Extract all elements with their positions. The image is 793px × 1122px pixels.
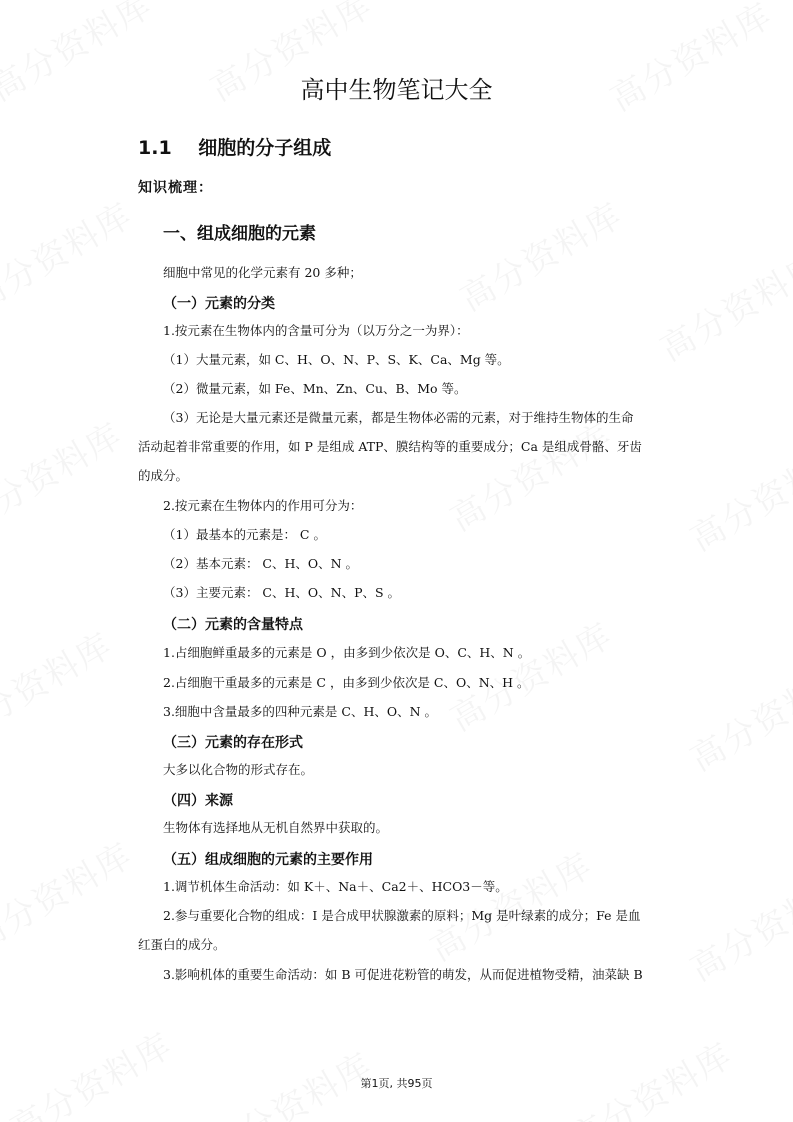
watermark [0, 618, 120, 750]
section-heading [138, 133, 331, 160]
watermark [0, 828, 140, 960]
paragraph-line: 3.影响机体的重要生命活动：如 B 可促进花粉管的萌发，从而促进植物受精，油菜缺 B [163, 967, 643, 982]
watermark [650, 238, 793, 370]
paragraph-line: 2.参与重要化合物的组成：I 是合成甲状腺激素的原料；Mg 是叶绿素的成分；Fe 是血 [163, 908, 641, 923]
document-title: 高中生物笔记大全 [300, 76, 493, 104]
heading-level1: 一、组成细胞的元素 [163, 224, 316, 244]
subheading-source: （四）来源 [163, 793, 233, 809]
section-title: 细胞的分子组成 [198, 137, 332, 159]
paragraph-line: （2）基本元素： C、H、O、N 。 [163, 556, 359, 571]
paragraph-line: 的成分。 [138, 468, 189, 483]
watermark [0, 408, 130, 540]
paragraph-line: 活动起着非常重要的作用，如 P 是组成 ATP、膜结构等的重要成分；Ca 是组成骨骼、牙齿 [138, 439, 642, 454]
watermark [680, 428, 793, 560]
knowledge-tag: 知识梳理： [138, 180, 213, 196]
paragraph-line: （1）最基本的元素是： C 。 [163, 527, 326, 542]
watermark [450, 188, 630, 320]
paragraph-line: 红蛋白的成分。 [138, 937, 226, 952]
paragraph-line: 1.占细胞鲜重最多的元素是 O ，由多到少依次是 O、C、H、N 。 [163, 645, 531, 660]
subheading-classification: （一）元素的分类 [163, 296, 275, 312]
intro-text: 细胞中常见的化学元素有 20 多种； [163, 265, 362, 280]
paragraph-line: （2）微量元素，如 Fe、Mn、Zn、Cu、B、Mo 等。 [163, 381, 467, 396]
paragraph-line: 大多以化合物的形式存在。 [163, 762, 314, 777]
watermark [420, 838, 600, 970]
paragraph-line: （3）无论是大量元素还是微量元素，都是生物体必需的元素，对于维持生物体的生命 [163, 410, 634, 425]
paragraph-line: 2.占细胞干重最多的元素是 C ，由多到少依次是 C、O、N、H 。 [163, 675, 530, 690]
paragraph-line: （1）大量元素，如 C、H、O、N、P、S、K、Ca、Mg 等。 [163, 352, 510, 367]
subheading-form: （三）元素的存在形式 [163, 735, 303, 751]
paragraph-line: 2.按元素在生物体内的作用可分为： [163, 498, 363, 513]
watermark [680, 858, 793, 990]
subheading-content: （二）元素的含量特点 [163, 617, 303, 633]
paragraph-line: 生物体有选择地从无机自然界中获取的。 [163, 820, 389, 835]
paragraph-line: 1.调节机体生命活动：如 K＋、Na＋、Ca2＋、HCO3－等。 [163, 879, 508, 894]
watermark [0, 1018, 180, 1122]
watermark [0, 188, 140, 320]
paragraph-line: 3.细胞中含量最多的四种元素是 C、H、O、N 。 [163, 704, 438, 719]
subheading-function: （五）组成细胞的元素的主要作用 [163, 852, 373, 868]
page-footer: 第1页, 共95页 [360, 1077, 433, 1090]
paragraph-line: 1.按元素在生物体内的含量可分为（以万分之一为界）： [163, 323, 469, 338]
section-number: 1.1 [138, 137, 172, 159]
watermark [680, 648, 793, 780]
paragraph-line: （3）主要元素： C、H、O、N、P、S 。 [163, 585, 401, 600]
watermark [440, 408, 620, 540]
